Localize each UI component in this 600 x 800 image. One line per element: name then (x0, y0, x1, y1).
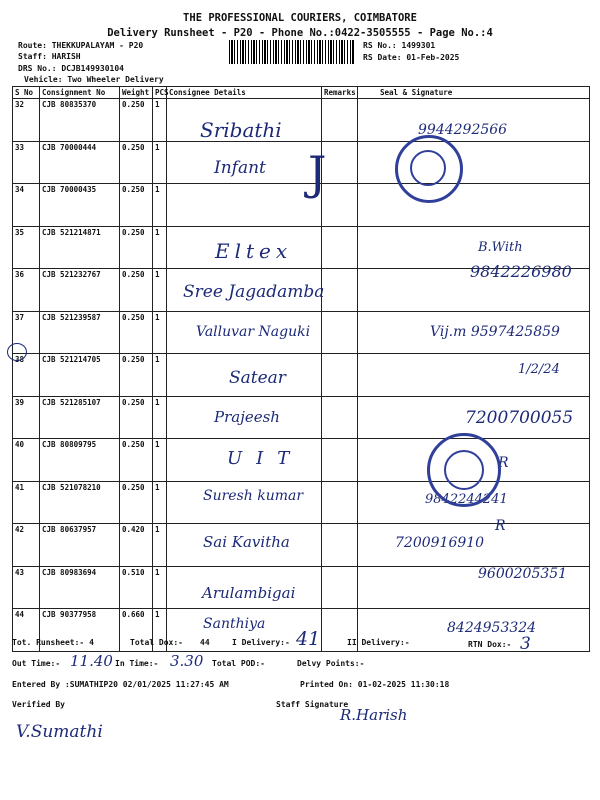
circle-mark (7, 343, 27, 361)
hw-rtn-dox: 3 (520, 634, 531, 654)
weight-cell: 0.250 (120, 311, 153, 354)
barcode (229, 40, 354, 64)
vehicle-label: Vehicle: Two Wheeler Delivery (24, 75, 164, 84)
consignment-cell: CJB 80809795 (40, 439, 120, 482)
entered-by: Entered By :SUMATHIP20 02/01/2025 11:27:45 AM (12, 680, 229, 689)
sno-cell: 44 (13, 609, 40, 652)
consignment-cell: CJB 80637957 (40, 524, 120, 567)
out-time-label: Out Time:- (12, 659, 61, 668)
rs-date: RS Date: 01-Feb-2025 (363, 53, 460, 62)
remarks-cell (322, 226, 358, 269)
weight-cell: 0.250 (120, 439, 153, 482)
pcs-cell: 1 (153, 311, 167, 354)
remarks-cell (322, 99, 358, 142)
consignment-cell: CJB 521232767 (40, 269, 120, 312)
sno-cell: 39 (13, 396, 40, 439)
consignment-cell: CJB 521239587 (40, 311, 120, 354)
hw-consignee: Sribathi (200, 118, 282, 142)
remarks-cell (322, 524, 358, 567)
seal-cell (358, 184, 590, 227)
weight-cell: 0.250 (120, 354, 153, 397)
hw-verified-signature: V.Sumathi (16, 722, 103, 742)
total-dox-value: 44 (200, 638, 210, 647)
hw-in-time: 3.30 (170, 652, 204, 670)
hw-signature: 7200916910 (395, 535, 485, 551)
weight-cell: 0.660 (120, 609, 153, 652)
sno-cell: 33 (13, 141, 40, 184)
hw-consignee: Sree Jagadamba (183, 282, 325, 302)
rtn-dox-label: RTN Dox:- (468, 640, 512, 649)
hw-signature: 9842244241 (425, 492, 508, 507)
hw-staff-signature: R.Harish (340, 706, 408, 724)
weight-cell: 0.420 (120, 524, 153, 567)
ii-delivery-label: II Delivery:- (347, 638, 410, 647)
col-remarks: Remarks (322, 87, 358, 99)
in-time-label: In Time:- (115, 659, 159, 668)
hw-consignee: Satear (229, 368, 286, 388)
consignment-cell: CJB 90377958 (40, 609, 120, 652)
hw-signature: 9944292566 (418, 122, 508, 138)
table-header-row (13, 87, 590, 99)
remarks-cell (322, 184, 358, 227)
col-consignee: Consignee Details (167, 87, 322, 99)
consignment-cell: CJB 80983694 (40, 566, 120, 609)
table-row (13, 141, 590, 184)
weight-cell: 0.510 (120, 566, 153, 609)
hw-consignee: Valluvar Naguki (196, 324, 311, 340)
remarks-cell (322, 481, 358, 524)
pcs-cell: 1 (153, 481, 167, 524)
hw-signature: 7200700055 (465, 408, 574, 428)
sno-cell: 40 (13, 439, 40, 482)
remarks-cell (322, 439, 358, 482)
hw-i-delivery: 41 (296, 628, 321, 650)
total-pod-label: Total POD:- (212, 659, 265, 668)
sno-cell: 38 (13, 354, 40, 397)
hw-consignee: Sai Kavitha (203, 533, 290, 551)
pcs-cell: 1 (153, 269, 167, 312)
col-consignment: Consignment No (40, 87, 120, 99)
hw-mark: R (495, 518, 506, 534)
sno-cell: 37 (13, 311, 40, 354)
printed-on: Printed On: 01-02-2025 11:30:18 (300, 680, 450, 689)
sno-cell: 42 (13, 524, 40, 567)
col-sno: S No (13, 87, 40, 99)
remarks-cell (322, 311, 358, 354)
sno-cell: 43 (13, 566, 40, 609)
hw-out-time: 11.40 (70, 652, 113, 670)
pcs-cell: 1 (153, 354, 167, 397)
pcs-cell: 1 (153, 524, 167, 567)
seal-stamp (427, 433, 501, 507)
rs-number: RS No.: 1499301 (363, 41, 436, 50)
remarks-cell (322, 269, 358, 312)
route-label: Route: THEKKUPALAYAM - P20 (18, 41, 144, 50)
table-row (13, 354, 590, 397)
total-dox-label: Total Dox:- (130, 638, 183, 647)
delvy-points-label: Delvy Points:- (297, 659, 365, 668)
i-delivery-label: I Delivery:- (232, 638, 290, 647)
consignee-cell (167, 184, 322, 227)
tot-runsheet: Tot. Runsheet:- 4 (12, 638, 94, 647)
sno-cell: 41 (13, 481, 40, 524)
pcs-cell: 1 (153, 99, 167, 142)
weight-cell: 0.250 (120, 141, 153, 184)
table-row (13, 184, 590, 227)
sno-cell: 36 (13, 269, 40, 312)
consignment-cell: CJB 70000444 (40, 141, 120, 184)
pcs-cell: 1 (153, 566, 167, 609)
staff-signature-label: Staff Signature (276, 700, 349, 709)
consignment-cell: CJB 70000435 (40, 184, 120, 227)
pcs-cell: 1 (153, 184, 167, 227)
hw-signature: B.With (478, 240, 523, 255)
col-pcs: PCS (153, 87, 167, 99)
seal-cell (358, 141, 590, 184)
pcs-cell: 1 (153, 609, 167, 652)
runsheet-subtitle: Delivery Runsheet - P20 - Phone No.:0422-3505555 - Page No.:4 (107, 27, 493, 39)
hw-signature: 1/2/24 (518, 362, 560, 377)
sno-cell: 34 (13, 184, 40, 227)
remarks-cell (322, 354, 358, 397)
hw-signature: Vij.m 9597425859 (430, 324, 560, 340)
hw-consignee: Santhiya (203, 616, 266, 632)
remarks-cell (322, 141, 358, 184)
hw-consignee: Eltex (215, 239, 293, 263)
consignment-cell: CJB 521214871 (40, 226, 120, 269)
weight-cell: 0.250 (120, 269, 153, 312)
pcs-cell: 1 (153, 439, 167, 482)
hw-consignee: Suresh kumar (203, 488, 304, 504)
weight-cell: 0.250 (120, 481, 153, 524)
weight-cell: 0.250 (120, 226, 153, 269)
company-title: THE PROFESSIONAL COURIERS, COIMBATORE (183, 12, 417, 24)
remarks-cell (322, 396, 358, 439)
hw-signature: 9842226980 (470, 262, 572, 281)
weight-cell: 0.250 (120, 396, 153, 439)
pcs-cell: 1 (153, 396, 167, 439)
consignment-cell: CJB 521285107 (40, 396, 120, 439)
seal-stamp (395, 135, 463, 203)
weight-cell: 0.250 (120, 99, 153, 142)
remarks-cell (322, 566, 358, 609)
weight-cell: 0.250 (120, 184, 153, 227)
sno-cell: 32 (13, 99, 40, 142)
consignment-cell: CJB 521214705 (40, 354, 120, 397)
hw-consignee: UIT (227, 448, 304, 469)
col-weight: Weight (120, 87, 153, 99)
pcs-cell: 1 (153, 141, 167, 184)
col-seal: Seal & Signature (358, 87, 590, 99)
hw-mark: R (498, 455, 509, 471)
drs-number: DRS No.: DCJB149930104 (18, 64, 124, 73)
hw-consignee: Infant (214, 158, 266, 178)
staff-label: Staff: HARISH (18, 52, 81, 61)
hw-consignee: Arulambigai (202, 584, 296, 602)
hw-bracket: J (308, 146, 327, 200)
hw-signature: 8424953324 (447, 620, 537, 636)
pcs-cell: 1 (153, 226, 167, 269)
hw-signature: 9600205351 (478, 566, 568, 582)
sno-cell: 35 (13, 226, 40, 269)
hw-consignee: Prajeesh (214, 408, 280, 426)
consignment-cell: CJB 80835370 (40, 99, 120, 142)
consignment-cell: CJB 521078210 (40, 481, 120, 524)
verified-by-label: Verified By (12, 700, 65, 709)
